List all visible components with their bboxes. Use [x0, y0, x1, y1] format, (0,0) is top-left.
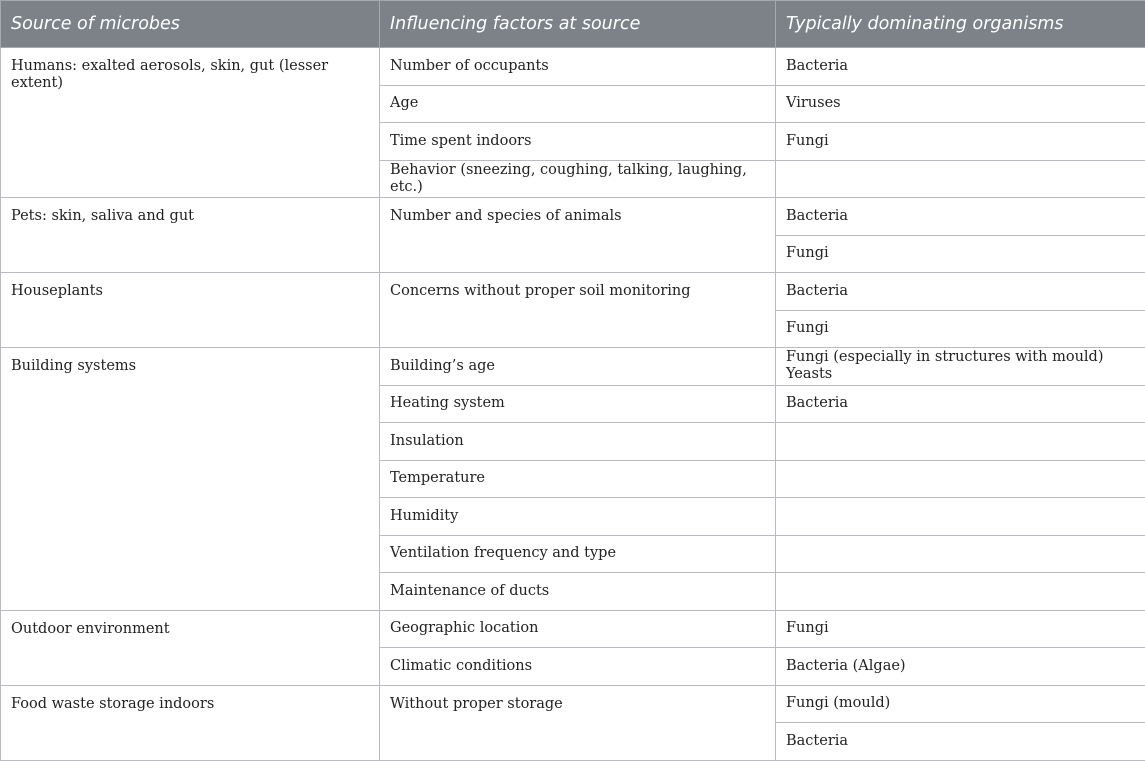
source-cell: Food waste storage indoors — [1, 685, 380, 760]
factor-cell: Concerns without proper soil monitoring — [380, 273, 776, 348]
table-row — [1, 273, 1145, 311]
factor-cell: Behavior (sneezing, coughing, talking, laughing, etc.) — [380, 160, 776, 198]
organism-cell — [776, 573, 1145, 611]
organism-cell: Fungi (mould) — [776, 685, 1145, 723]
table-row — [1, 48, 1145, 86]
factor-cell: Geographic location — [380, 610, 776, 648]
organism-cell: Bacteria — [776, 48, 1145, 86]
header-row — [1, 1, 1145, 48]
organism-cell: Viruses — [776, 85, 1145, 123]
table-row — [1, 348, 1145, 386]
factor-cell: Without proper storage — [380, 685, 776, 760]
organism-cell: Bacteria (Algae) — [776, 648, 1145, 686]
source-cell: Humans: exalted aerosols, skin, gut (lesser extent) — [1, 48, 380, 198]
factor-cell: Age — [380, 85, 776, 123]
table-row — [1, 685, 1145, 723]
organism-cell: Fungi — [776, 235, 1145, 273]
organism-cell — [776, 498, 1145, 536]
organism-cell: Bacteria — [776, 273, 1145, 311]
factor-cell: Building’s age — [380, 348, 776, 386]
factor-cell: Humidity — [380, 498, 776, 536]
factor-cell: Insulation — [380, 423, 776, 461]
factor-cell: Ventilation frequency and type — [380, 535, 776, 573]
organism-cell — [776, 160, 1145, 198]
organism-cell: Bacteria — [776, 723, 1145, 761]
header-source: Source of microbes — [1, 1, 380, 48]
header-organisms: Typically dominating organisms — [776, 1, 1145, 48]
organism-cell — [776, 423, 1145, 461]
header-factors: Influencing factors at source — [380, 1, 776, 48]
factor-cell: Climatic conditions — [380, 648, 776, 686]
source-cell: Houseplants — [1, 273, 380, 348]
organism-cell: Fungi — [776, 310, 1145, 348]
factor-cell: Number of occupants — [380, 48, 776, 86]
source-cell: Building systems — [1, 348, 380, 611]
source-cell: Outdoor environment — [1, 610, 380, 685]
table-row — [1, 610, 1145, 648]
factor-cell: Number and species of animals — [380, 198, 776, 273]
factor-cell: Time spent indoors — [380, 123, 776, 161]
factor-cell: Temperature — [380, 460, 776, 498]
organism-cell — [776, 535, 1145, 573]
organism-cell: Fungi (especially in structures with mould) Yeasts — [776, 348, 1145, 386]
organism-cell: Fungi — [776, 610, 1145, 648]
organism-cell: Bacteria — [776, 385, 1145, 423]
organism-cell: Fungi — [776, 123, 1145, 161]
factor-cell: Maintenance of ducts — [380, 573, 776, 611]
organism-cell: Bacteria — [776, 198, 1145, 236]
table-row — [1, 198, 1145, 236]
organism-cell — [776, 460, 1145, 498]
factor-cell: Heating system — [380, 385, 776, 423]
source-cell: Pets: skin, saliva and gut — [1, 198, 380, 273]
